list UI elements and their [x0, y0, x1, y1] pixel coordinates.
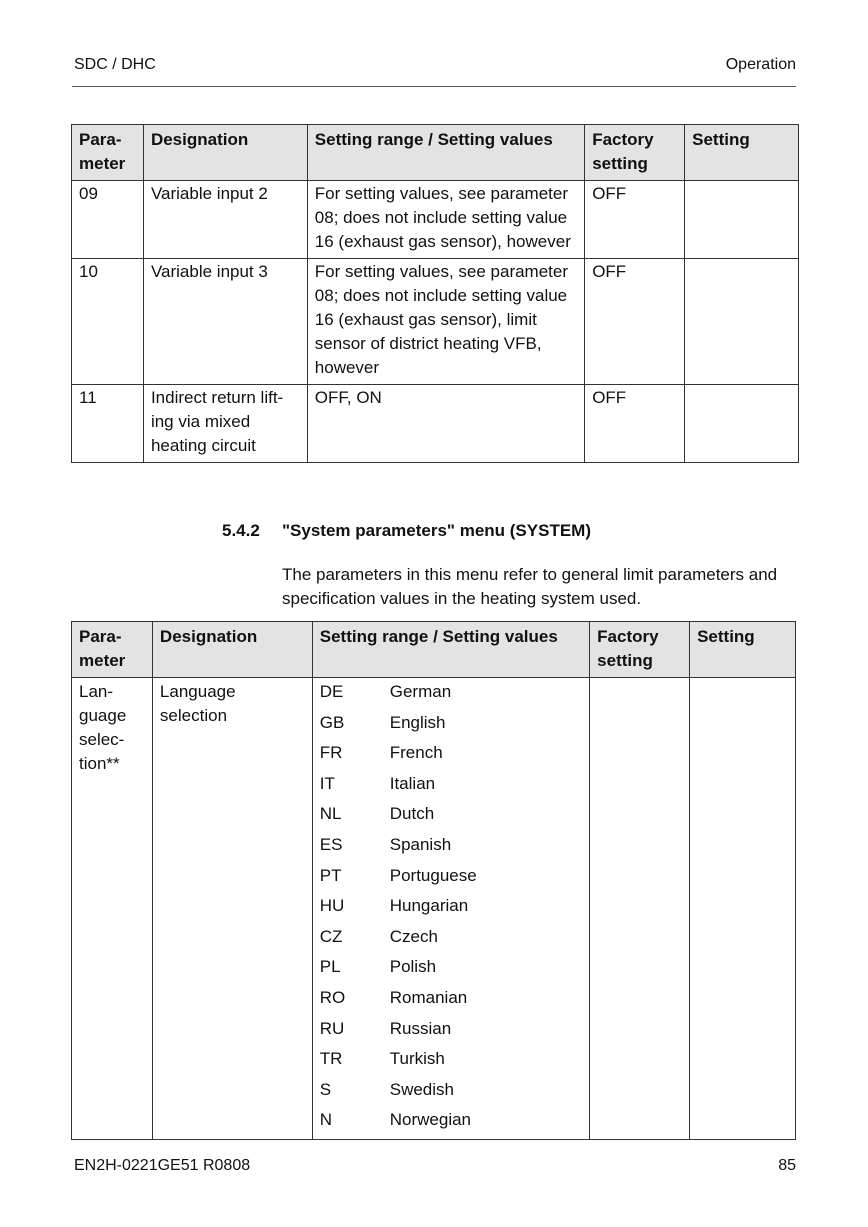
language-name: Portuguese: [389, 865, 477, 885]
language-code: PT: [319, 865, 342, 885]
column-header-parameter: [72, 622, 153, 678]
language-option-cz: [320, 925, 477, 956]
language-code: FR: [319, 743, 343, 763]
language-code: ES: [319, 834, 343, 854]
language-code: NL: [319, 804, 342, 824]
language-code: GB: [319, 712, 345, 732]
cell-text: 11: [79, 388, 97, 407]
page-number: 85: [778, 1157, 796, 1174]
column-header-label: Factory setting: [597, 627, 659, 670]
language-name: Norwegian: [389, 1110, 471, 1130]
cell-factory-setting: [585, 259, 685, 385]
section-title: "System parameters" menu (SYSTEM): [282, 521, 591, 540]
column-header-label: Designation: [159, 627, 258, 646]
cell-factory-setting: [585, 385, 685, 463]
cell-designation: [152, 678, 312, 1140]
table-row-language-selection: [72, 678, 796, 1140]
column-header-label: Factory setting: [592, 130, 654, 173]
language-code: S: [319, 1079, 332, 1099]
document-number: EN2H-0221GE51 R0808: [74, 1157, 251, 1174]
column-header-designation: [152, 622, 312, 678]
cell-setting-range: [312, 678, 589, 1140]
language-name: Turkish: [389, 1049, 445, 1069]
cell-text: For setting values, see parameter 08; does not include setting value 16 (exhaust gas sensor), however: [314, 184, 571, 251]
cell-designation: [143, 181, 307, 259]
language-name: Hungarian: [389, 896, 469, 916]
language-name: French: [389, 743, 443, 763]
cell-designation: [143, 385, 307, 463]
column-header-label: Setting: [692, 130, 750, 149]
cell-setting: [685, 385, 799, 463]
section-body-text: The parameters in this menu refer to general limit parameters and specification values in the heating system used.: [282, 565, 778, 608]
language-option-n: [320, 1108, 477, 1139]
cell-parameter: [72, 385, 144, 463]
column-header-parameter: [72, 125, 144, 181]
language-name: Spanish: [389, 834, 452, 854]
table-row: [72, 181, 799, 259]
cell-text: Indirect return lift- ing via mixed heating circuit: [150, 388, 284, 455]
language-name: Czech: [389, 926, 438, 946]
language-code: PL: [319, 957, 341, 977]
column-header-label: Para- meter: [79, 627, 126, 670]
language-name: Swedish: [389, 1079, 454, 1099]
cell-parameter: [72, 678, 153, 1140]
cell-text: OFF: [592, 388, 627, 407]
language-name: Russian: [389, 1018, 452, 1038]
column-header-factory-setting: [590, 622, 690, 678]
language-option-es: [320, 833, 477, 864]
cell-text: OFF, ON: [314, 388, 382, 407]
table-row: [72, 385, 799, 463]
language-option-hu: [320, 894, 477, 925]
language-code: CZ: [319, 926, 343, 946]
language-code: N: [319, 1110, 333, 1130]
language-list: [320, 680, 477, 1139]
cell-text: OFF: [592, 184, 627, 203]
cell-text: Variable input 3: [150, 262, 268, 281]
language-option-s: [320, 1078, 477, 1109]
table-header-row: [72, 125, 799, 181]
header-rule: [72, 86, 796, 87]
column-header-designation: [143, 125, 307, 181]
language-name: English: [389, 712, 446, 732]
cell-setting: [690, 678, 796, 1140]
language-code: HU: [319, 896, 345, 916]
language-code: TR: [319, 1049, 343, 1069]
language-code: RO: [319, 987, 346, 1007]
column-header-factory-setting: [585, 125, 685, 181]
column-header-setting: [685, 125, 799, 181]
running-header: [74, 56, 796, 78]
table-row: [72, 259, 799, 385]
language-option-tr: [320, 1047, 477, 1078]
cell-setting-range: [307, 385, 584, 463]
cell-factory-setting: [590, 678, 690, 1140]
cell-text: Variable input 2: [150, 184, 268, 203]
language-option-de: [320, 680, 477, 711]
language-option-pl: [320, 955, 477, 986]
language-option-it: [320, 772, 477, 803]
column-header-label: Setting range / Setting values: [314, 130, 553, 149]
header-product: SDC / DHC: [74, 56, 156, 73]
column-header-setting-range: [307, 125, 584, 181]
parameter-table-2: [71, 621, 796, 1140]
cell-factory-setting: [585, 181, 685, 259]
column-header-setting-range: [312, 622, 589, 678]
cell-text: For setting values, see parameter 08; does not include setting value 16 (exhaust gas sensor), limit sensor of district heating VFB, however: [314, 262, 569, 377]
language-name: Polish: [389, 957, 437, 977]
language-name: Romanian: [389, 987, 468, 1007]
cell-designation: [143, 259, 307, 385]
language-name: Dutch: [389, 804, 435, 824]
running-footer: [74, 1157, 796, 1179]
cell-text: OFF: [592, 262, 627, 281]
cell-text: 10: [79, 262, 98, 281]
language-option-pt: [320, 864, 477, 895]
language-code: IT: [319, 773, 335, 793]
table-header-row: [72, 622, 796, 678]
cell-setting: [685, 259, 799, 385]
column-header-setting: [690, 622, 796, 678]
language-code: DE: [319, 682, 344, 701]
cell-parameter: [72, 259, 144, 385]
column-header-label: Setting range / Setting values: [319, 627, 558, 646]
language-option-ru: [320, 1017, 477, 1048]
column-header-label: Para- meter: [79, 130, 126, 173]
language-name: German: [389, 682, 452, 701]
parameter-table-1: [71, 124, 799, 463]
cell-text: Language selection: [159, 682, 236, 725]
language-name: Italian: [389, 773, 436, 793]
column-header-label: Designation: [150, 130, 249, 149]
column-header-label: Setting: [697, 627, 755, 646]
cell-setting-range: [307, 259, 584, 385]
section-heading: [222, 521, 591, 541]
cell-text: Lan- guage selec- tion**: [79, 682, 127, 773]
language-option-gb: [320, 711, 477, 742]
cell-setting-range: [307, 181, 584, 259]
language-option-nl: [320, 802, 477, 833]
language-option-fr: [320, 741, 477, 772]
section-number: 5.4.2: [222, 521, 260, 540]
language-option-ro: [320, 986, 477, 1017]
language-code: RU: [319, 1018, 345, 1038]
header-chapter: Operation: [725, 56, 796, 73]
cell-parameter: [72, 181, 144, 259]
cell-setting: [685, 181, 799, 259]
cell-text: 09: [79, 184, 98, 203]
